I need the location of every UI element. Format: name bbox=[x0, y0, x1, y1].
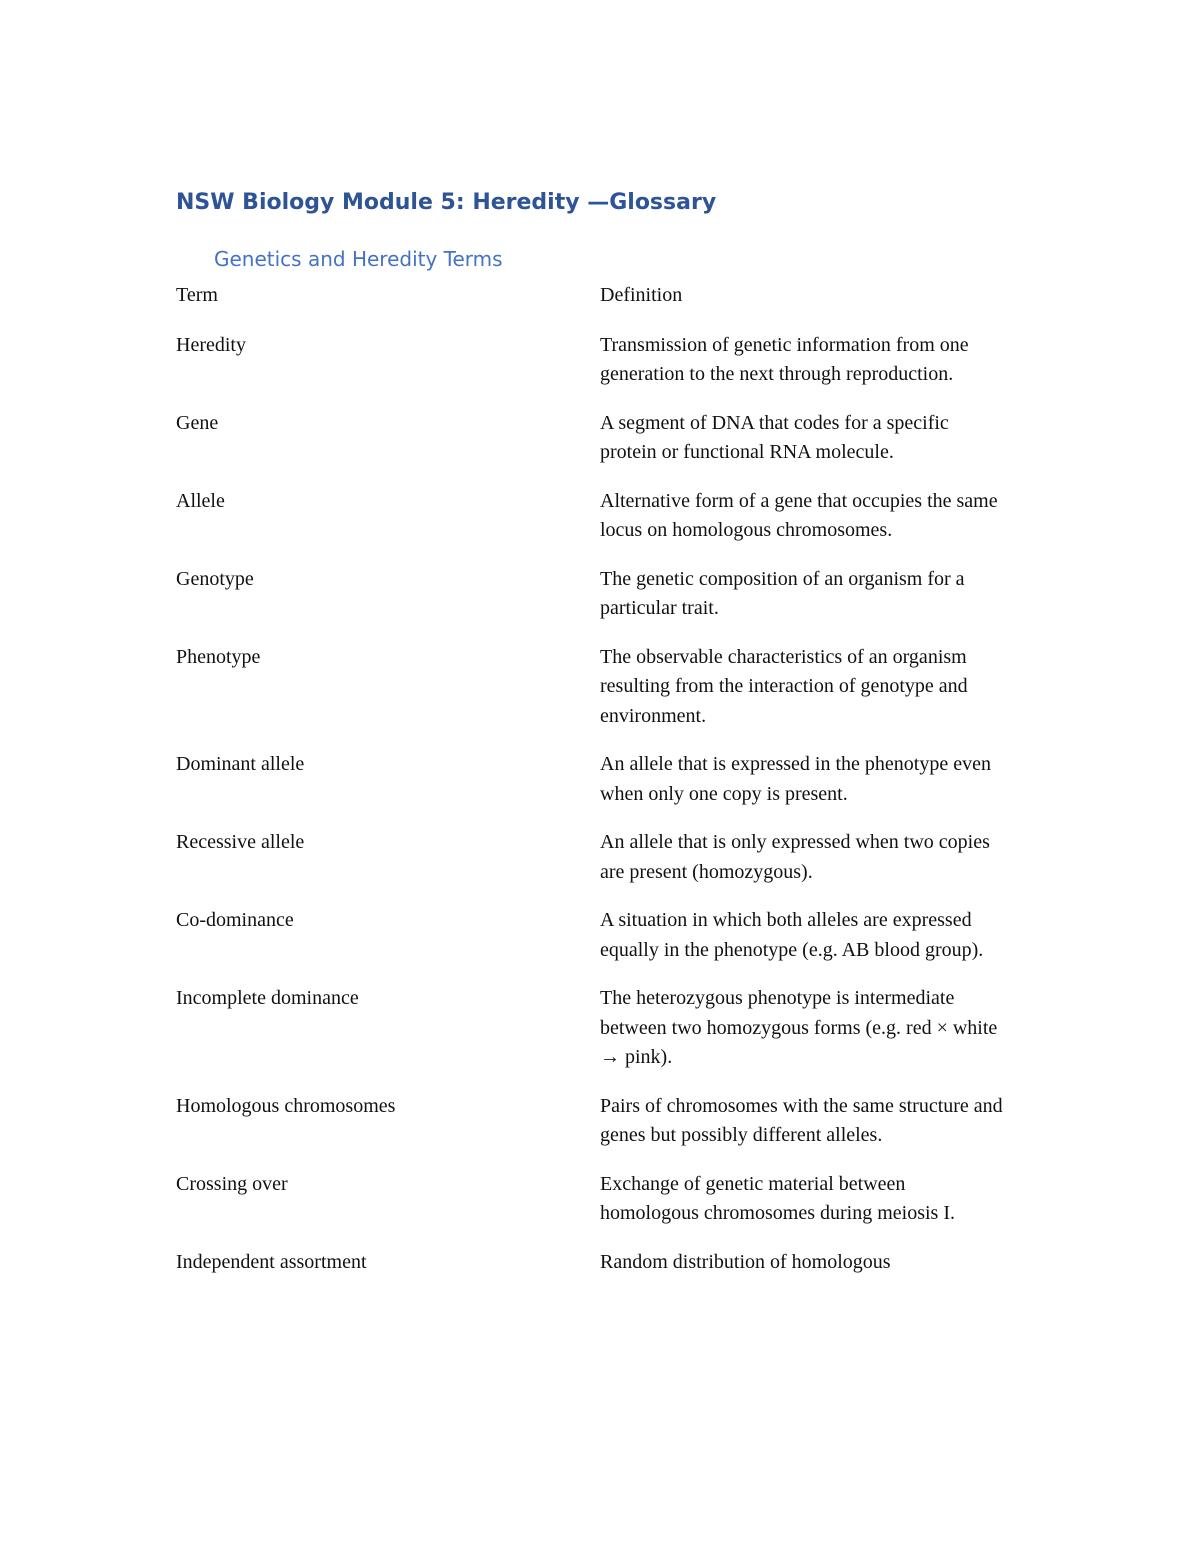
glossary-row bbox=[176, 1092, 1006, 1151]
term-cell: Recessive allele bbox=[176, 831, 305, 853]
term-cell: Dominant allele bbox=[176, 753, 305, 775]
definition-cell: The observable characteristics of an organism resulting from the interaction of genotype and environment. bbox=[600, 645, 968, 727]
definition-cell: A situation in which both alleles are expressed equally in the phenotype (e.g. AB blood group). bbox=[600, 909, 984, 961]
glossary-row bbox=[176, 1248, 1006, 1278]
definition-cell: Exchange of genetic material between homologous chromosomes during meiosis I. bbox=[600, 1172, 955, 1224]
term-cell: Allele bbox=[176, 489, 225, 512]
definition-cell: Random distribution of homologous bbox=[600, 1250, 891, 1273]
definition-cell: An allele that is only expressed when two copies are present (homozygous). bbox=[600, 831, 990, 883]
column-header-definition: Definition bbox=[600, 284, 683, 306]
term-cell: Phenotype bbox=[176, 645, 261, 668]
glossary-row bbox=[176, 828, 1006, 887]
glossary-row bbox=[176, 487, 1006, 546]
glossary-row bbox=[176, 984, 1006, 1073]
definition-cell: The heterozygous phenotype is intermediate between two homozygous forms (e.g. red × white → pink). bbox=[600, 987, 998, 1068]
term-cell: Co-dominance bbox=[176, 909, 294, 931]
definition-cell: Alternative form of a gene that occupies the same locus on homologous chromosomes. bbox=[600, 489, 998, 541]
term-cell: Genotype bbox=[176, 567, 254, 590]
glossary-table bbox=[176, 281, 1006, 1296]
term-cell: Crossing over bbox=[176, 1172, 288, 1195]
column-header-term: Term bbox=[176, 284, 218, 306]
document-title: NSW Biology Module 5: Heredity —Glossary bbox=[176, 190, 717, 215]
definition-cell: A segment of DNA that codes for a specific protein or functional RNA molecule. bbox=[600, 411, 949, 463]
definition-cell: An allele that is expressed in the phenotype even when only one copy is present. bbox=[600, 753, 991, 805]
section-heading: Genetics and Heredity Terms bbox=[214, 247, 503, 271]
term-cell: Independent assortment bbox=[176, 1250, 367, 1273]
glossary-row bbox=[176, 565, 1006, 624]
term-cell: Heredity bbox=[176, 333, 246, 356]
term-cell: Incomplete dominance bbox=[176, 987, 359, 1009]
glossary-row bbox=[176, 1170, 1006, 1229]
definition-cell: Pairs of chromosomes with the same structure and genes but possibly different alleles. bbox=[600, 1094, 1003, 1146]
glossary-row bbox=[176, 331, 1006, 390]
glossary-header-row bbox=[176, 281, 1006, 311]
definition-cell: Transmission of genetic information from one generation to the next through reproduction. bbox=[600, 333, 969, 385]
glossary-row bbox=[176, 409, 1006, 468]
term-cell: Gene bbox=[176, 411, 219, 434]
glossary-row bbox=[176, 750, 1006, 809]
term-cell: Homologous chromosomes bbox=[176, 1094, 396, 1117]
glossary-row bbox=[176, 906, 1006, 965]
glossary-row bbox=[176, 643, 1006, 732]
definition-cell: The genetic composition of an organism for a particular trait. bbox=[600, 567, 965, 619]
